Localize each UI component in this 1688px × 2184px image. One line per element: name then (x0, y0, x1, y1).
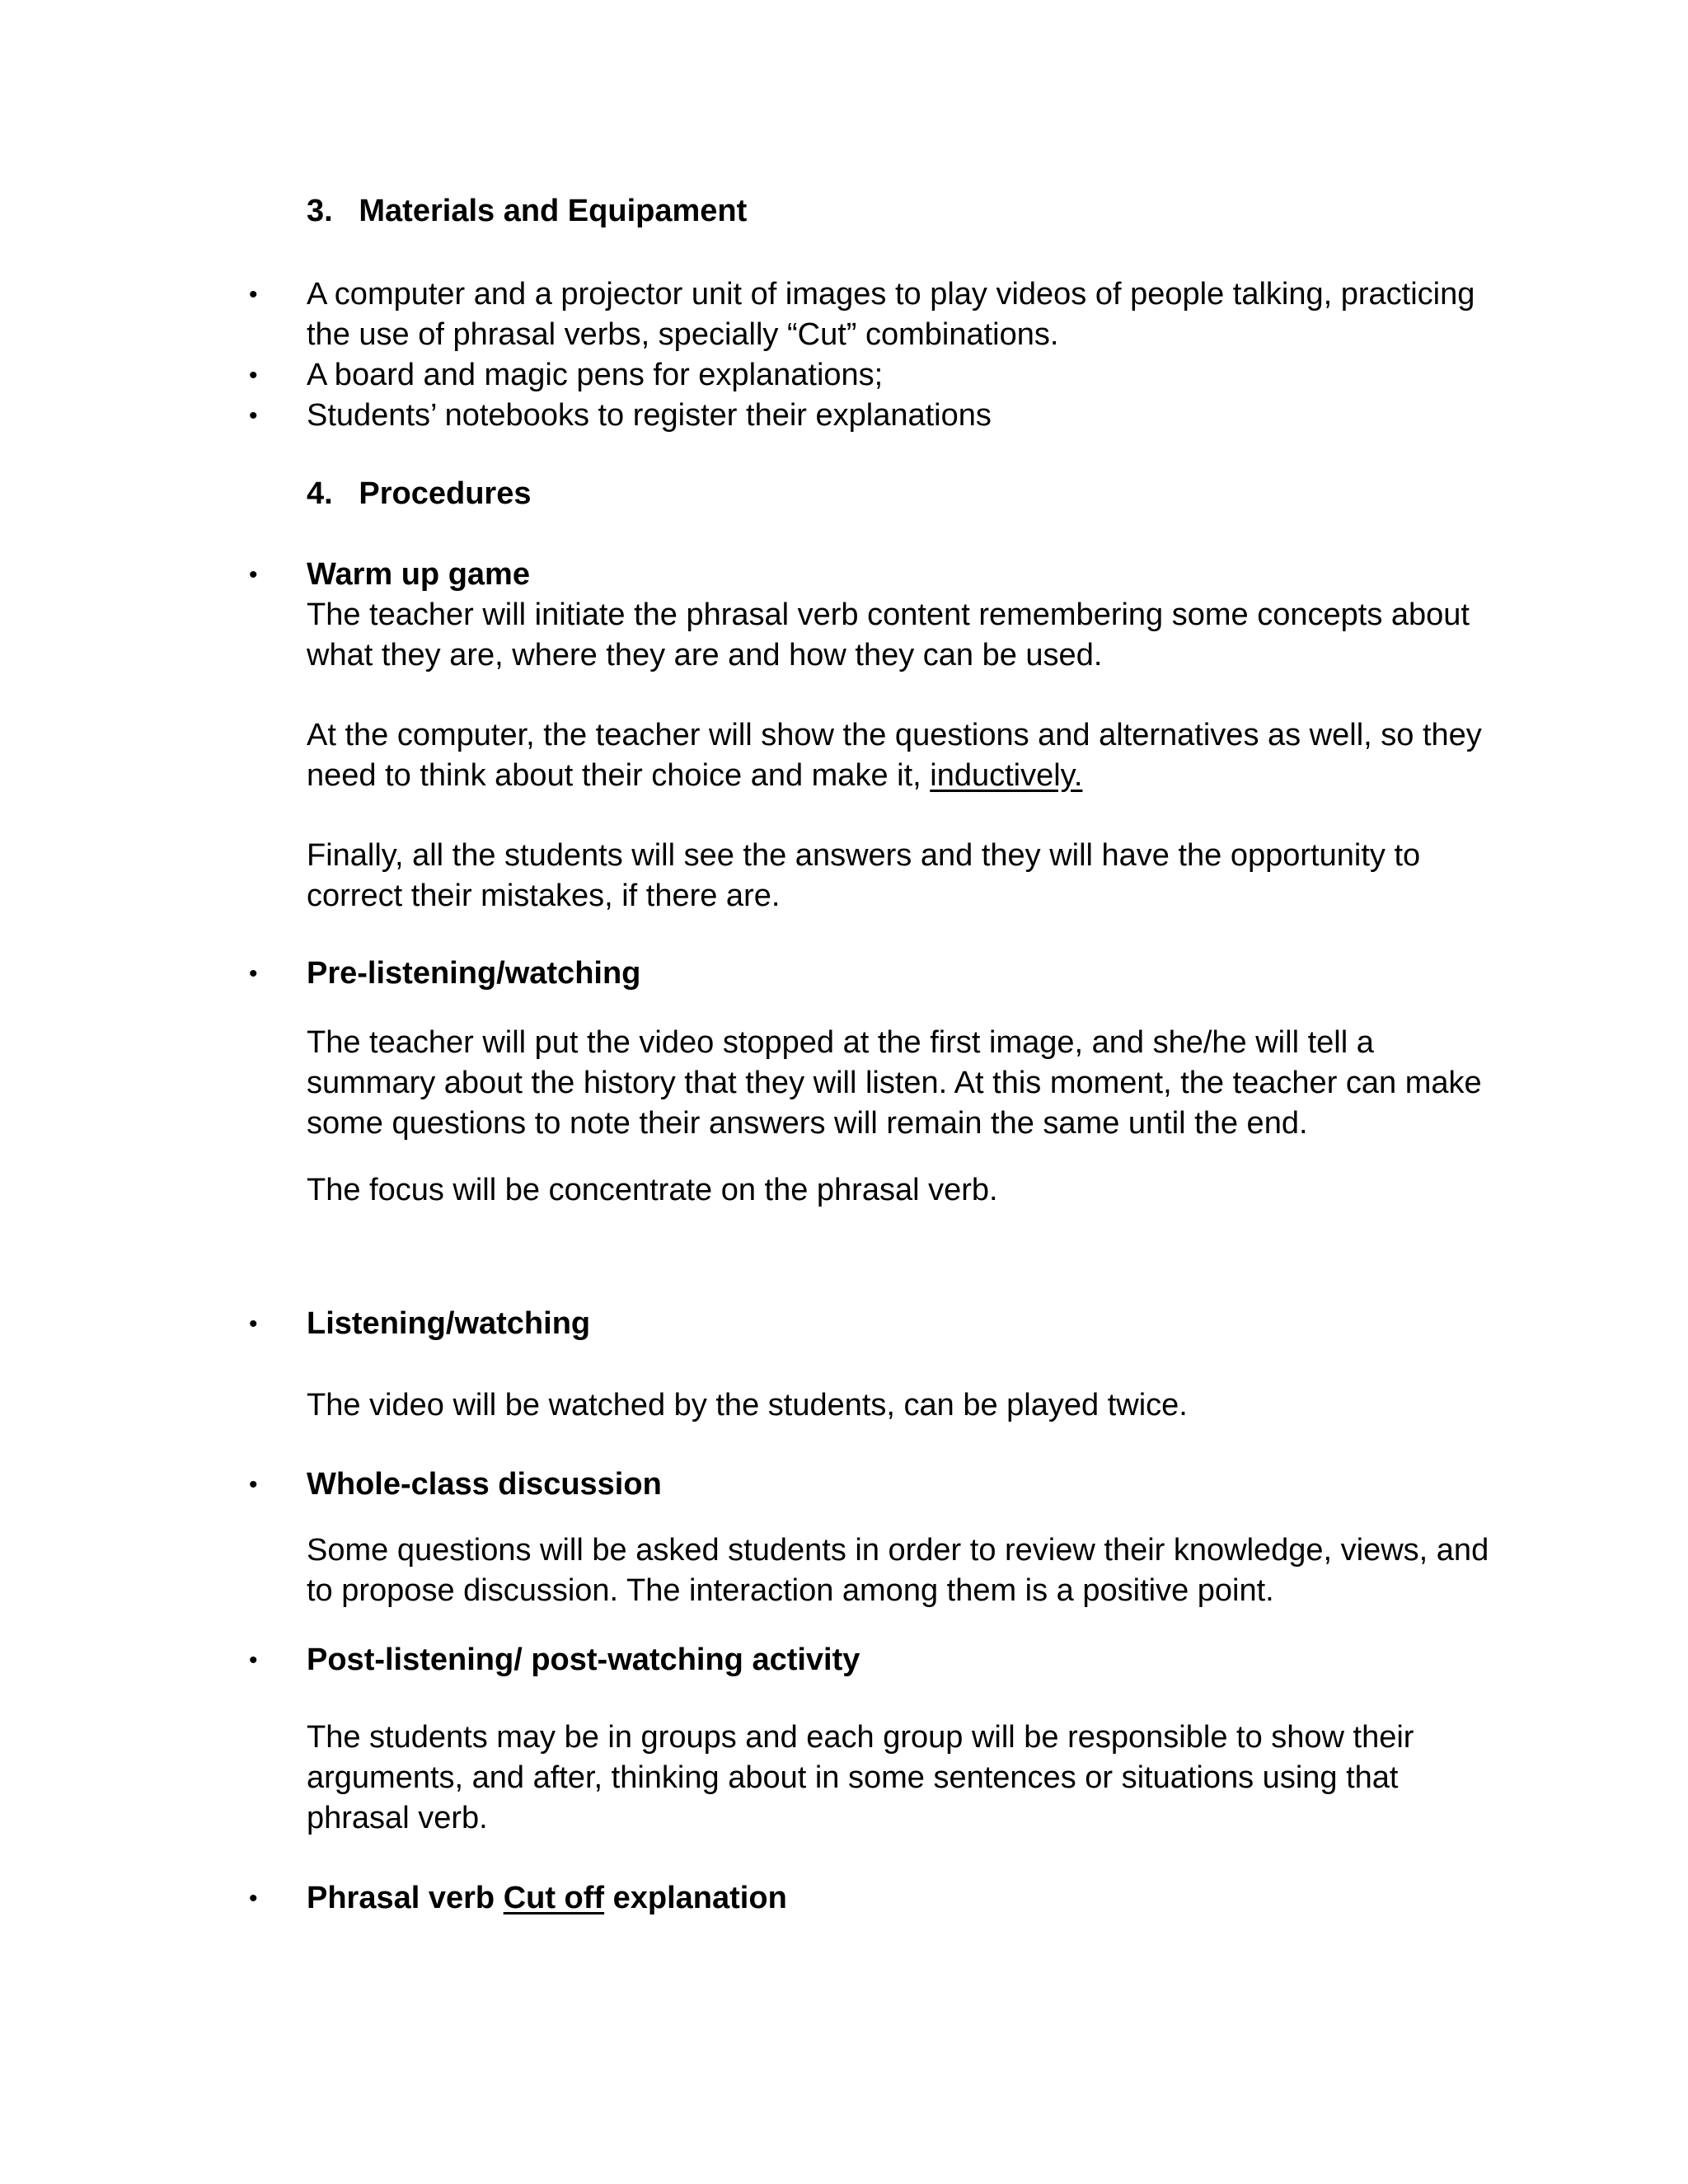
prelistening-heading: Pre-listening/watching (307, 956, 641, 991)
listening-heading: Listening/watching (307, 1306, 591, 1341)
discussion-heading: Whole-class discussion (307, 1467, 662, 1502)
bullet-icon: • (249, 1310, 258, 1338)
phrasal-heading (307, 1878, 1493, 1919)
materials-item-2: A board and magic pens for explanations; (307, 358, 884, 392)
bullet-icon: • (249, 1885, 258, 1912)
postlistening-paragraph-1: The students may be in groups and each group will be responsible to show their arguments, and after, thinking about in some sentences or situations using that phrasal verb. (307, 1720, 1414, 1835)
warmup-paragraph-2 (307, 715, 1493, 796)
phrasal-heading-before: Phrasal verb (307, 1881, 504, 1915)
bullet-icon: • (249, 561, 258, 588)
materials-item-3: Students’ notebooks to register their explanations (307, 398, 992, 433)
section-3-heading (307, 191, 1493, 232)
bullet-icon: • (249, 1647, 258, 1674)
warmup-block (307, 555, 1493, 676)
prelistening-paragraph-1: The teacher will put the video stopped at the first image, and she/he will tell a summary about the history that they will listen. At this moment, the teacher can make some questions to note their answers will remain the same until the end. (307, 1025, 1482, 1141)
materials-item-1: A computer and a projector unit of images to play videos of people talking, practicing the use of phrasal verbs, specially “Cut” combinations. (307, 277, 1475, 352)
bullet-icon: • (249, 362, 258, 389)
warmup-heading: Warm up game (307, 557, 530, 592)
section-3-title: Materials and Equipament (359, 194, 748, 228)
section-4-heading (307, 474, 1493, 514)
bullet-icon: • (249, 1471, 258, 1498)
bullet-icon: • (249, 960, 258, 987)
bullet-icon: • (249, 281, 258, 308)
prelistening-paragraph-2: The focus will be concentrate on the phrasal verb. (307, 1173, 998, 1207)
postlistening-heading: Post-listening/ post-watching activity (307, 1643, 860, 1677)
section-4-number: 4. (307, 476, 333, 511)
bullet-icon: • (249, 402, 258, 429)
warmup-paragraph-2-text: At the computer, the teacher will show the questions and alternatives as well, so they need to think about their choice and make it, (307, 718, 1482, 793)
warmup-paragraph-1: The teacher will initiate the phrasal verb content remembering some concepts about what they are, where they are and how they can be used. (307, 598, 1470, 673)
discussion-paragraph-1: Some questions will be asked students in order to review their knowledge, views, and to propose discussion. The interaction among them is a positive point. (307, 1533, 1489, 1608)
listening-paragraph-1: The video will be watched by the students, can be played twice. (307, 1388, 1188, 1422)
section-4-title: Procedures (359, 476, 532, 511)
warmup-paragraph-3: Finally, all the students will see the answers and they will have the opportunity to correct their mistakes, if there are. (307, 838, 1421, 913)
inductively-underlined: inductively. (930, 758, 1083, 793)
phrasal-heading-after: explanation (604, 1881, 787, 1915)
section-3-number: 3. (307, 194, 333, 228)
cut-off-underlined: Cut off (503, 1881, 605, 1915)
